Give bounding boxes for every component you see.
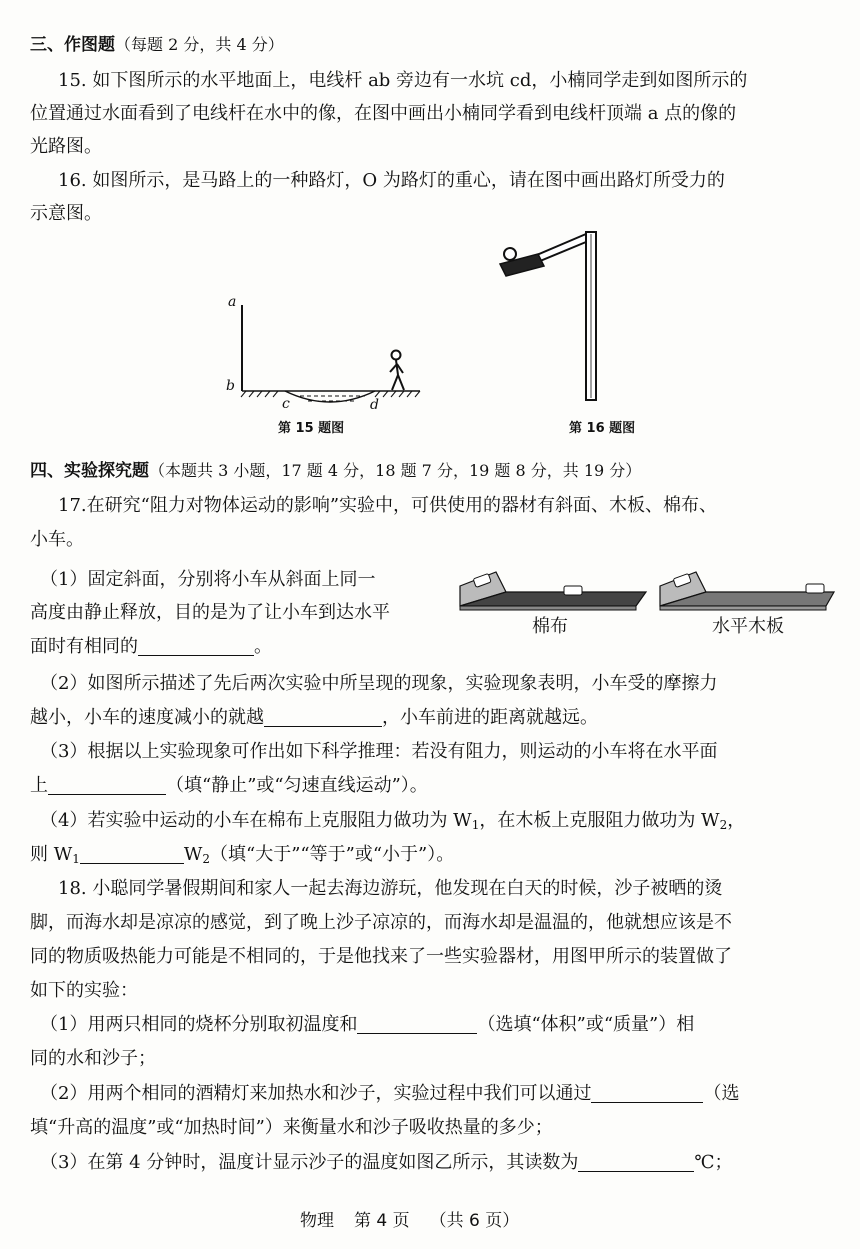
q18-p1-line2: 同的水和沙子； (30, 1048, 156, 1069)
footer-total-pages: （共 6 页） (429, 1211, 520, 1231)
q17-p3-line2: 上 （填“静止”或“匀速直线运动”）。 (30, 775, 428, 796)
page-footer (300, 1206, 519, 1236)
figure-16-streetlamp (490, 222, 620, 412)
figure-15-diagram (220, 285, 430, 415)
q17-p2-line2: 越小，小车的速度减小的就越 ，小车前进的距离就越远。 (30, 707, 598, 728)
answer-blank-17-4[interactable] (80, 843, 184, 864)
gravity-center-O (504, 248, 516, 260)
answer-blank-18-1[interactable] (357, 1013, 477, 1034)
ramp-cotton (460, 572, 646, 610)
label-a: a (228, 294, 237, 310)
q18-intro-line2: 脚，而海水却是凉凉的感觉，到了晚上沙子凉凉的，而海水却是温温的，他就想应该是不 (30, 912, 732, 933)
section3-heading: 三、作图题（每题 2 分，共 4 分） (30, 35, 284, 55)
q15-line3: 光路图。 (30, 136, 102, 157)
q18-intro-line1: 18. 小聪同学暑假期间和家人一起去海边游玩，他发现在白天的时候，沙子被晒的烫 (58, 878, 723, 899)
q18-p2-line1: （2）用两个相同的酒精灯来加热水和沙子，实验过程中我们可以通过 （选 (40, 1083, 740, 1104)
answer-blank-17-3[interactable] (48, 774, 166, 795)
q17-p3-line1: （3）根据以上实验现象可作出如下科学推理：若没有阻力，则运动的小车将在水平面 (40, 741, 718, 762)
label-cotton: 棉布 (532, 616, 568, 637)
q17-p2-line1: （2）如图所示描述了先后两次实验中所呈现的现象，实验现象表明，小车受的摩擦力 (40, 673, 718, 694)
label-d: d (370, 397, 379, 413)
figure-16-caption: 第 16 题图 (569, 421, 636, 436)
section4-heading: 四、实验探究题（本题共 3 小题，17 题 4 分，18 题 7 分，19 题 8 分，共 19 分） (30, 461, 642, 481)
q18-p2-line2: 填“升高的温度”或“加热时间”）来衡量水和沙子吸收热量的多少； (30, 1117, 553, 1138)
label-b: b (226, 378, 235, 394)
answer-blank-17-2[interactable] (264, 706, 382, 727)
q17-p1-line3: 面时有相同的 。 (30, 636, 272, 657)
q17-p4-line2: 则 $W_1$ $W_2$（填“大于”“等于”或“小于”）。 (30, 844, 455, 866)
ramp-wood (660, 572, 834, 610)
q17-p1-line2: 高度由静止释放，目的是为了让小车到达水平 (30, 602, 390, 623)
q17-intro-line2: 小车。 (30, 529, 84, 550)
label-wood-board: 水平木板 (712, 616, 784, 637)
figure-17-ramps (456, 566, 836, 616)
answer-blank-18-3[interactable] (578, 1151, 694, 1172)
q15-line2: 位置通过水面看到了电线杆在水中的像，在图中画出小楠同学看到电线杆顶端 a 点的像的 (30, 103, 737, 124)
figure-15-caption: 第 15 题图 (278, 421, 345, 436)
q18-intro-line4: 如下的实验： (30, 980, 138, 1001)
footer-subject: 物理 (300, 1211, 334, 1231)
q17-intro-line1: 17.在研究“阻力对物体运动的影响”实验中，可供使用的器材有斜面、木板、棉布、 (58, 495, 718, 516)
label-c: c (282, 396, 290, 412)
q18-p1-line1: （1）用两只相同的烧杯分别取初温度和 （选填“体积”或“质量”）相 (40, 1014, 695, 1035)
q18-p3-line1: （3）在第 4 分钟时，温度计显示沙子的温度如图乙所示，其读数为 ℃； (40, 1152, 733, 1173)
q16-line1: 16. 如图所示，是马路上的一种路灯，O 为路灯的重心，请在图中画出路灯所受力的 (58, 170, 725, 191)
q18-intro-line3: 同的物质吸热能力可能是不相同的，于是他找来了一些实验器材，用图甲所示的装置做了 (30, 946, 732, 967)
q17-p1-line1: （1）固定斜面，分别将小车从斜面上同一 (40, 569, 376, 590)
answer-blank-18-2[interactable] (591, 1082, 703, 1103)
person-figure (390, 351, 404, 391)
q17-p4-line1: （4）若实验中运动的小车在棉布上克服阻力做功为 $W_1$，在木板上克服阻力做功为 $W_2$， (40, 810, 746, 832)
footer-page-number: 第 4 页 (354, 1211, 410, 1231)
answer-blank-17-1[interactable] (138, 635, 254, 656)
q15-line1: 15. 如下图所示的水平地面上，电线杆 ab 旁边有一水坑 cd，小楠同学走到如图所示的 (58, 70, 748, 91)
q16-line2: 示意图。 (30, 203, 102, 224)
